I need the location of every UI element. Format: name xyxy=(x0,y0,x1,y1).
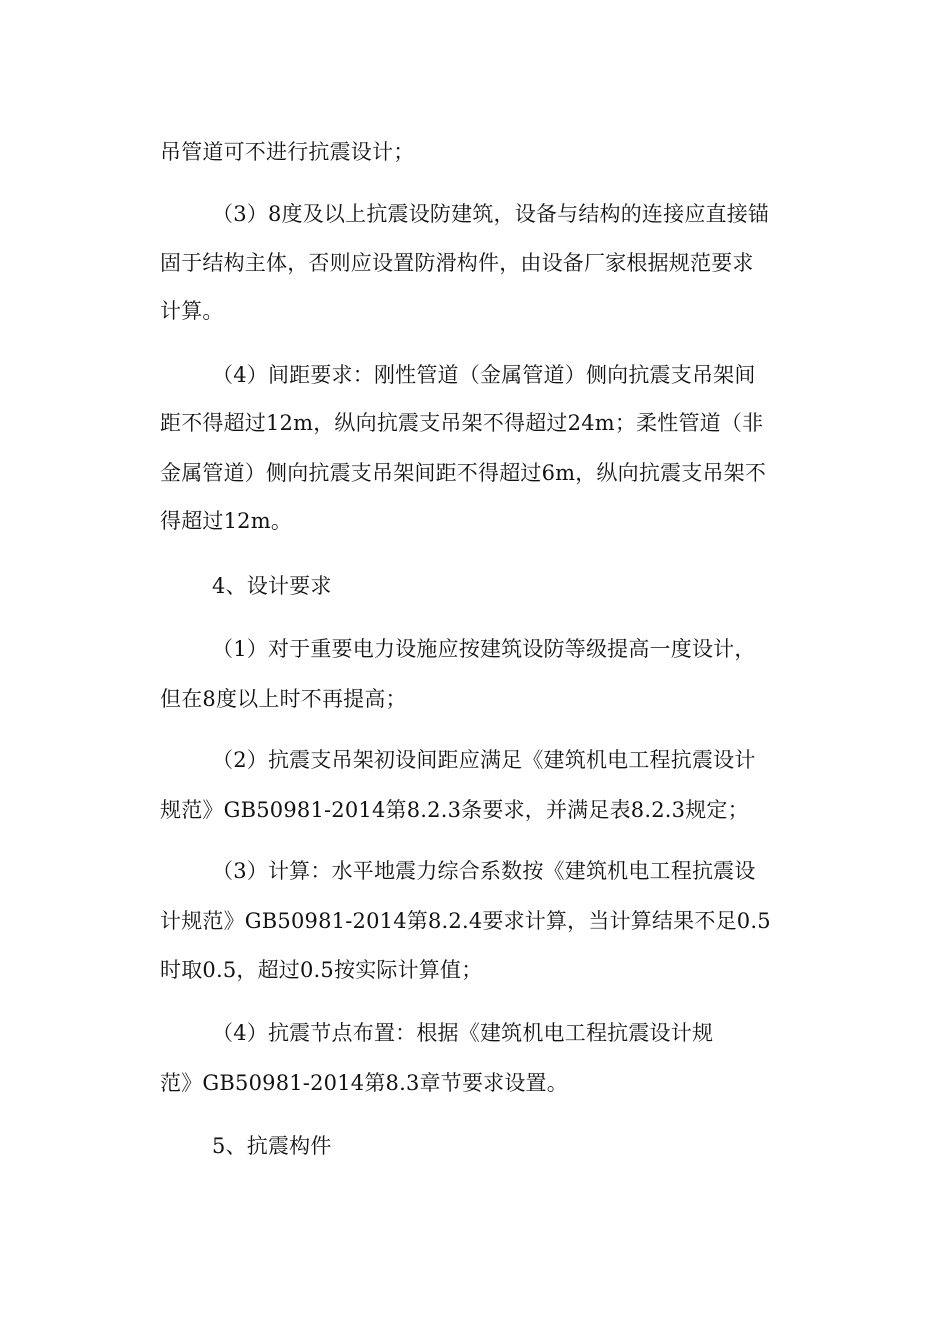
text-line: 固于结构主体，否则应设置防滑构件，由设备厂家根据规范要求 xyxy=(160,251,754,275)
text-line: 时取0.5，超过0.5按实际计算值； xyxy=(160,958,483,982)
section-heading: 4、设计要求 xyxy=(212,574,332,598)
text-line: 得超过12m。 xyxy=(160,509,293,533)
text-line: 计规范》GB50981-2014第8.2.4要求计算，当计算结果不足0.5 xyxy=(160,909,771,933)
text-line: （3）8度及以上抗震设防建筑，设备与结构的连接应直接锚 xyxy=(212,202,770,226)
text-line: 但在8度以上时不再提高； xyxy=(160,687,407,711)
text-line: 计算。 xyxy=(160,299,224,323)
section-heading: 5、抗震构件 xyxy=(212,1134,332,1158)
text-line: （3）计算：水平地震力综合系数按《建筑机电工程抗震设 xyxy=(212,859,756,883)
text-line: 金属管道）侧向抗震支吊架间距不得超过6m，纵向抗震支吊架不 xyxy=(160,461,767,485)
text-line: （4）间距要求：刚性管道（金属管道）侧向抗震支吊架间 xyxy=(212,363,756,387)
text-line: 范》GB50981-2014第8.3章节要求设置。 xyxy=(160,1071,568,1095)
text-line: （4）抗震节点布置：根据《建筑机电工程抗震设计规 xyxy=(212,1021,714,1045)
text-line: （1）对于重要电力设施应按建筑设防等级提高一度设计， xyxy=(212,637,756,661)
text-line: （2）抗震支吊架初设间距应满足《建筑机电工程抗震设计 xyxy=(212,748,756,772)
text-line: 吊管道可不进行抗震设计； xyxy=(160,140,415,164)
text-line: 规范》GB50981-2014第8.2.3条要求，并满足表8.2.3规定； xyxy=(160,798,749,822)
text-line: 距不得超过12m，纵向抗震支吊架不得超过24m；柔性管道（非 xyxy=(160,411,764,435)
